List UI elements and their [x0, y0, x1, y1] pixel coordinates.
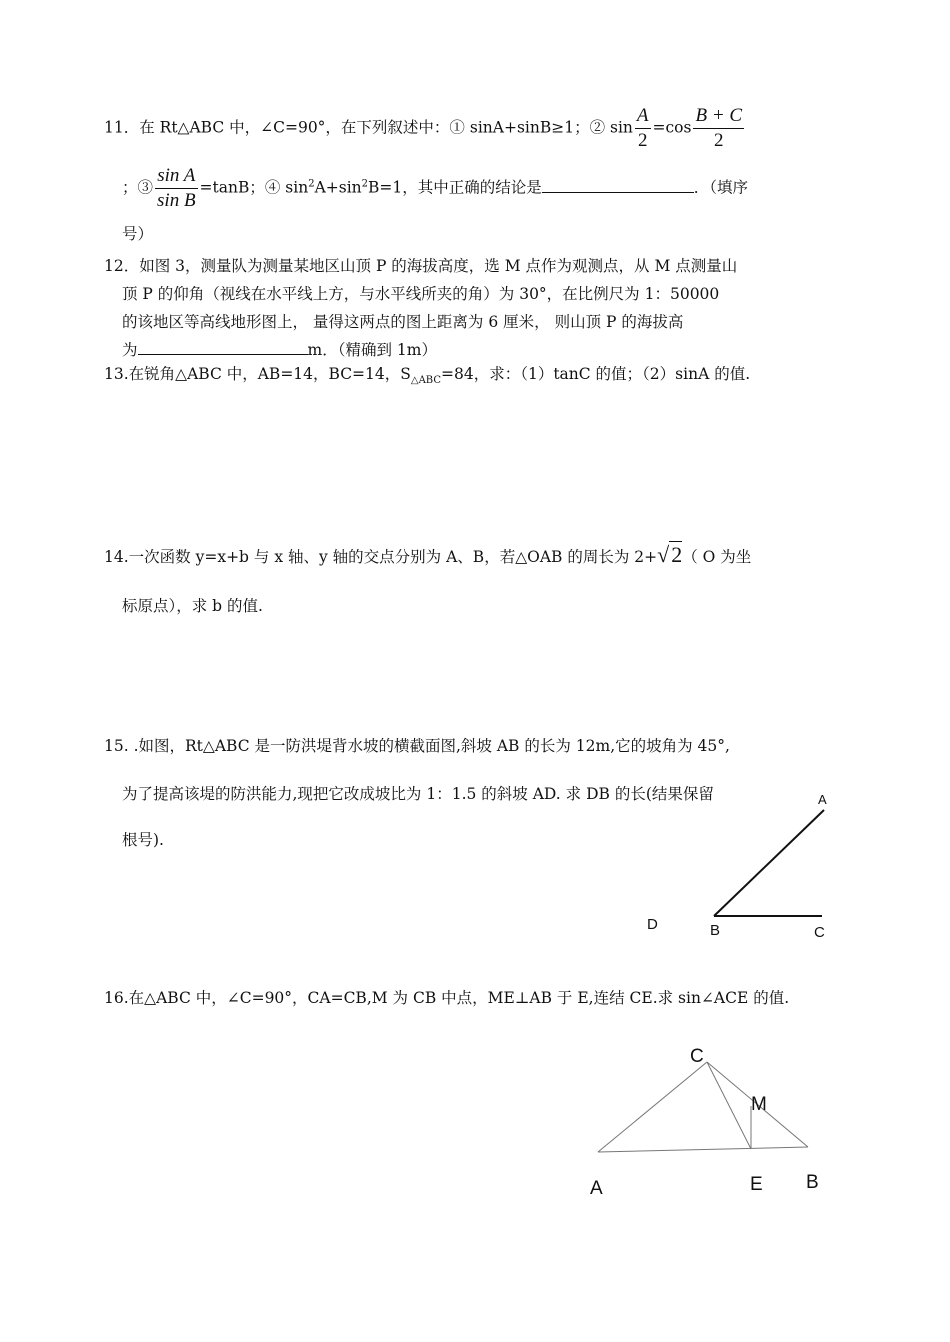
q16-label-c: C — [690, 1046, 704, 1067]
q15-label-c: C — [814, 924, 825, 941]
q11-frac-a-over-2: $\frac{A}{2}$ — [636, 105, 649, 151]
q11-mid: =tanB；④ sin — [199, 178, 309, 197]
q15-label-d: D — [647, 916, 658, 933]
sqrt-2: √2 — [657, 542, 683, 567]
q13-text: 13.在锐角△ABC 中，AB=14，BC=14，$S_{\triangle ABC}=84$，求：（1）tanC 的值；（2）sinA 的值. — [104, 365, 751, 387]
q16-text: 16.在△ABC 中，∠C=90°，CA=CB,M 为 CB 中点，ME⊥AB 于 E,连结 CE.求 sin∠ACE 的值. — [104, 989, 790, 1007]
q11-frac-sinA-over-sinB: $\frac{\text{sin A}}{\text{sin B}}$ — [157, 165, 196, 211]
q16-label-a: A — [590, 1178, 603, 1199]
q15-line1: 15. .如图，Rt△ABC 是一防洪堤背水坡的横截面图,斜坡 AB 的长为 12m,它的坡角为 45°, — [104, 737, 730, 755]
q11-semicolon: ；③ — [122, 178, 154, 197]
q15-figure — [714, 810, 824, 916]
q16-figure — [598, 1062, 808, 1152]
q16-side-ca — [598, 1062, 707, 1152]
q12-line3: 的该地区等高线地形图上， 量得这两点的图上距离为 6 厘米， 则山顶 P 的海拔高 — [122, 313, 684, 331]
q16-segment-ce — [707, 1062, 751, 1149]
q16-label-e: E — [750, 1174, 763, 1195]
q16-label-m: M — [751, 1094, 767, 1115]
q12-line2: 顶 P 的仰角（视线在水平线上方，与水平线所夹的角）为 30°，在比例尺为 1：50000 — [122, 285, 720, 303]
q11-line2: ；③ $\frac{\text{sin A}}{\text{sin B}}$ =tanB；④ $\sin^2A+\sin^2B=1$，其中正确的结论是 ．（填序 — [122, 165, 749, 211]
q12-line1: 12．如图 3，测量队为测量某地区山顶 P 的海拔高度，选 M 点作为观测点，从 M 点测量山 — [104, 257, 738, 275]
q11-line3: 号） — [122, 225, 154, 243]
q15-label-b: B — [710, 922, 721, 939]
q16-label-b: B — [806, 1172, 819, 1193]
q12-line4: 为 m．（精确到 1m） — [122, 341, 437, 359]
q11-cos: =cos — [652, 118, 692, 137]
q15-line2: 为了提高该堤的防洪能力,现把它改成坡比为 1：1.5 的斜坡 AD. 求 DB 的长(结果保留 — [122, 785, 714, 803]
q11-frac-bc-over-2: $\frac{B + C}{2}$ — [695, 105, 743, 151]
q16-side-ab — [598, 1147, 808, 1152]
q15-slope-ab — [714, 810, 824, 916]
q15-label-a: A — [818, 792, 827, 807]
q11-prefix: 11．在 Rt△ABC 中，∠C=90°，在下列叙述中：① sinA+sinB≥1；② sin — [104, 118, 633, 137]
q14-line2: 标原点），求 b 的值. — [122, 597, 263, 615]
q14-line1: 14.一次函数 y=x+b 与 x 轴、y 轴的交点分别为 A、B，若△OAB 的周长为 2+√2（ O 为坐 — [104, 542, 752, 567]
q15-line3: 根号). — [122, 831, 164, 849]
